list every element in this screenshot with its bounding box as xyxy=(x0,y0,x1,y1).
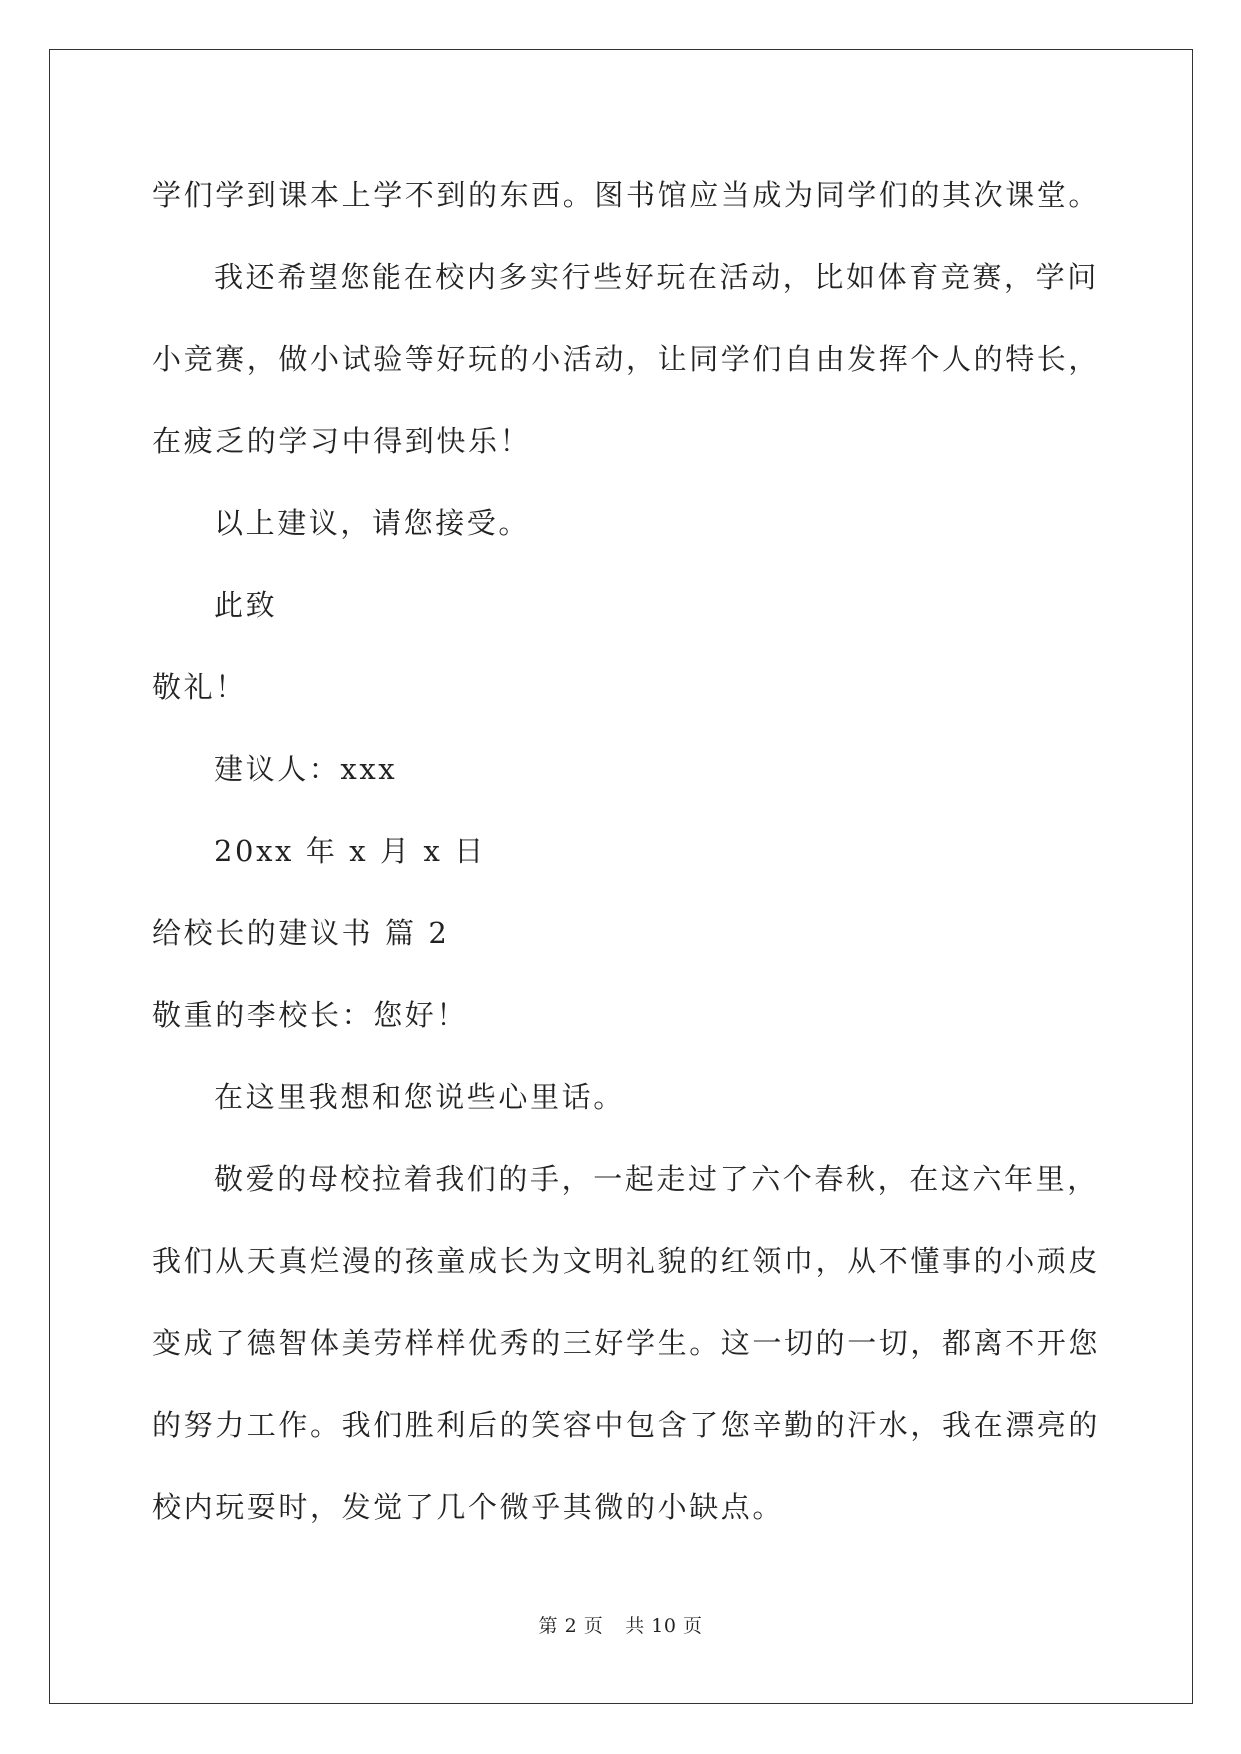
text-line: 在这里我想和您说些心里话。 xyxy=(214,1080,625,1114)
page-total: 共 10 页 xyxy=(625,1615,703,1637)
text-line: 在疲乏的学习中得到快乐！ xyxy=(152,424,532,458)
text-line: 敬爱的母校拉着我们的手，一起走过了六个春秋，在这六年里， xyxy=(214,1162,1099,1196)
page-footer xyxy=(0,1611,1241,1638)
text-line: 此致 xyxy=(214,588,278,622)
text-line: 20xx 年 x 月 x 日 xyxy=(214,834,486,868)
section-title: 给校长的建议书 篇 2 xyxy=(152,916,450,950)
text-line: 校内玩耍时，发觉了几个微乎其微的小缺点。 xyxy=(152,1490,785,1524)
text-line: 以上建议，请您接受。 xyxy=(214,506,531,540)
text-line: 我还希望您能在校内多实行些好玩在活动，比如体育竞赛，学问 xyxy=(214,260,1099,294)
text-line: 的努力工作。我们胜利后的笑容中包含了您辛勤的汗水，我在漂亮的 xyxy=(152,1408,1101,1442)
text-line: 学们学到课本上学不到的东西。图书馆应当成为同学们的其次课堂。 xyxy=(152,178,1101,212)
salutation: 敬重的李校长：您好！ xyxy=(152,998,469,1032)
text-line: 变成了德智体美劳样样优秀的三好学生。这一切的一切，都离不开您 xyxy=(152,1326,1101,1360)
text-line: 敬礼！ xyxy=(152,670,247,704)
document-body xyxy=(152,154,1101,1548)
text-line: 我们从天真烂漫的孩童成长为文明礼貌的红领巾，从不懂事的小顽皮 xyxy=(152,1244,1101,1278)
page-number: 第 2 页 xyxy=(538,1615,604,1637)
text-line: 建议人：xxx xyxy=(214,752,398,786)
text-line: 小竞赛，做小试验等好玩的小活动，让同学们自由发挥个人的特长， xyxy=(152,342,1101,376)
